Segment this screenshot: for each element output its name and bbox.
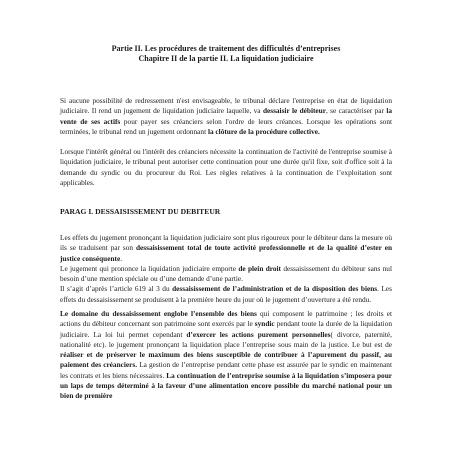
bold-run: réaliser et de préserver le maximum des biens susceptible de contribuer à l’apurement du passif, au paiement des créanciers. [60, 350, 392, 370]
text-run: pour payer ses créanciers selon l'ordre de leurs créances. Lorsque les opérations sont terminées, le tribunal rend un jugement ordonnant [60, 116, 392, 136]
bold-run: de plein droit [238, 263, 281, 273]
bold-run: dessaisir le débiteur [262, 106, 326, 116]
text-run: La gestion de l’entreprise pendant cette phase est assurée par le syndic en maintenant les contrats et les biens nécessaires. [60, 360, 392, 380]
paragraph-dessaisissement-domain [60, 309, 392, 402]
bold-run: dessaisissement de l’administration et de la disposition des biens [172, 284, 378, 294]
paragraph-liquidation-intro [60, 96, 392, 137]
bold-run: d’exercer les actions purement personnelles [186, 329, 331, 339]
document-title-line-1: Partie II. Les procédures de traitement des difficultés d’entreprises [111, 44, 341, 53]
paragraph-dessaisissement-effects [60, 233, 392, 305]
bold-run: Le domaine du dessaisissement englobe l’ensemble des biens [60, 309, 257, 318]
text-run: Si aucune possibilité de redressement n'est envisageable, le tribunal déclare l'entreprise en état de liquidation judiciaire. Il rend un jugement de liquidation judiciaire laquelle, va [60, 96, 392, 116]
text-run: Les effets du jugement prononçant la liquidation judiciaire sont plus rigoureux pour le débiteur dans la mesure où ils se traduisent par son [60, 233, 392, 253]
text-run: . [120, 253, 123, 263]
bold-run: syndic [254, 319, 275, 329]
section-heading: PARAG I. DESSAISISSEMENT DU DEBITEUR [60, 207, 221, 216]
text-run: Le jugement qui prononce la liquidation judiciaire emporte [60, 263, 239, 273]
text-run: ( divorce, paternité, nationalité etc). le jugement prononçant la liquidation place l’entreprise sous main de la justice. Le but est de [60, 329, 392, 349]
text-run: dessaisissement du débiteur sans nul besoin d’une mention spéciale ou d’une demande d’une partie. [60, 263, 392, 284]
bold-run: la vente de ses actifs [60, 106, 393, 126]
bold-run: la clôture de la procédure collective. [207, 126, 320, 136]
bold-run: dessaisissement total de toute activité professionnelle et de la qualité d’ester en justice conséquente [60, 243, 392, 263]
text-run: . Les effets du dessaisissement se produisent à la première heure du jour où le jugement d’ouverture a été rendu. [60, 284, 393, 304]
text-run: qui composent le patrimoine ; les droits et actions du débiteur concernant son patrimoine sont exercés par le [60, 309, 392, 329]
text-run: , se caractériser par [325, 106, 387, 116]
bold-run: La continuation de l’entreprise soumise à la liquidation s’imposera pour un laps de temps déterminé à la faveur d’une alimentation encore possible du marché national pour un bien de première [60, 370, 392, 401]
paragraph-continuation: Lorsque l'intérêt général ou l'intérêt des créanciers nécessite la continuation de l'activité de l'entreprise soumise à liquidation judiciaire, le tribunal peut autoriser cette continuation pour une durée qu'il fixe, soit d'office soit à la demande du syndic ou du procureur du Roi. Les règles relatives à la continuation de l’exploitation sont applicables. [60, 147, 392, 187]
text-run: pendant toute la durée de la liquidation judiciaire. La loi lui permet cependant [60, 319, 392, 339]
document-title-line-2: Chapitre II de la partie II. La liquidation judiciaire [138, 54, 314, 63]
text-run: Il s’agit d’après l’article 619 al 3 du [60, 284, 173, 294]
